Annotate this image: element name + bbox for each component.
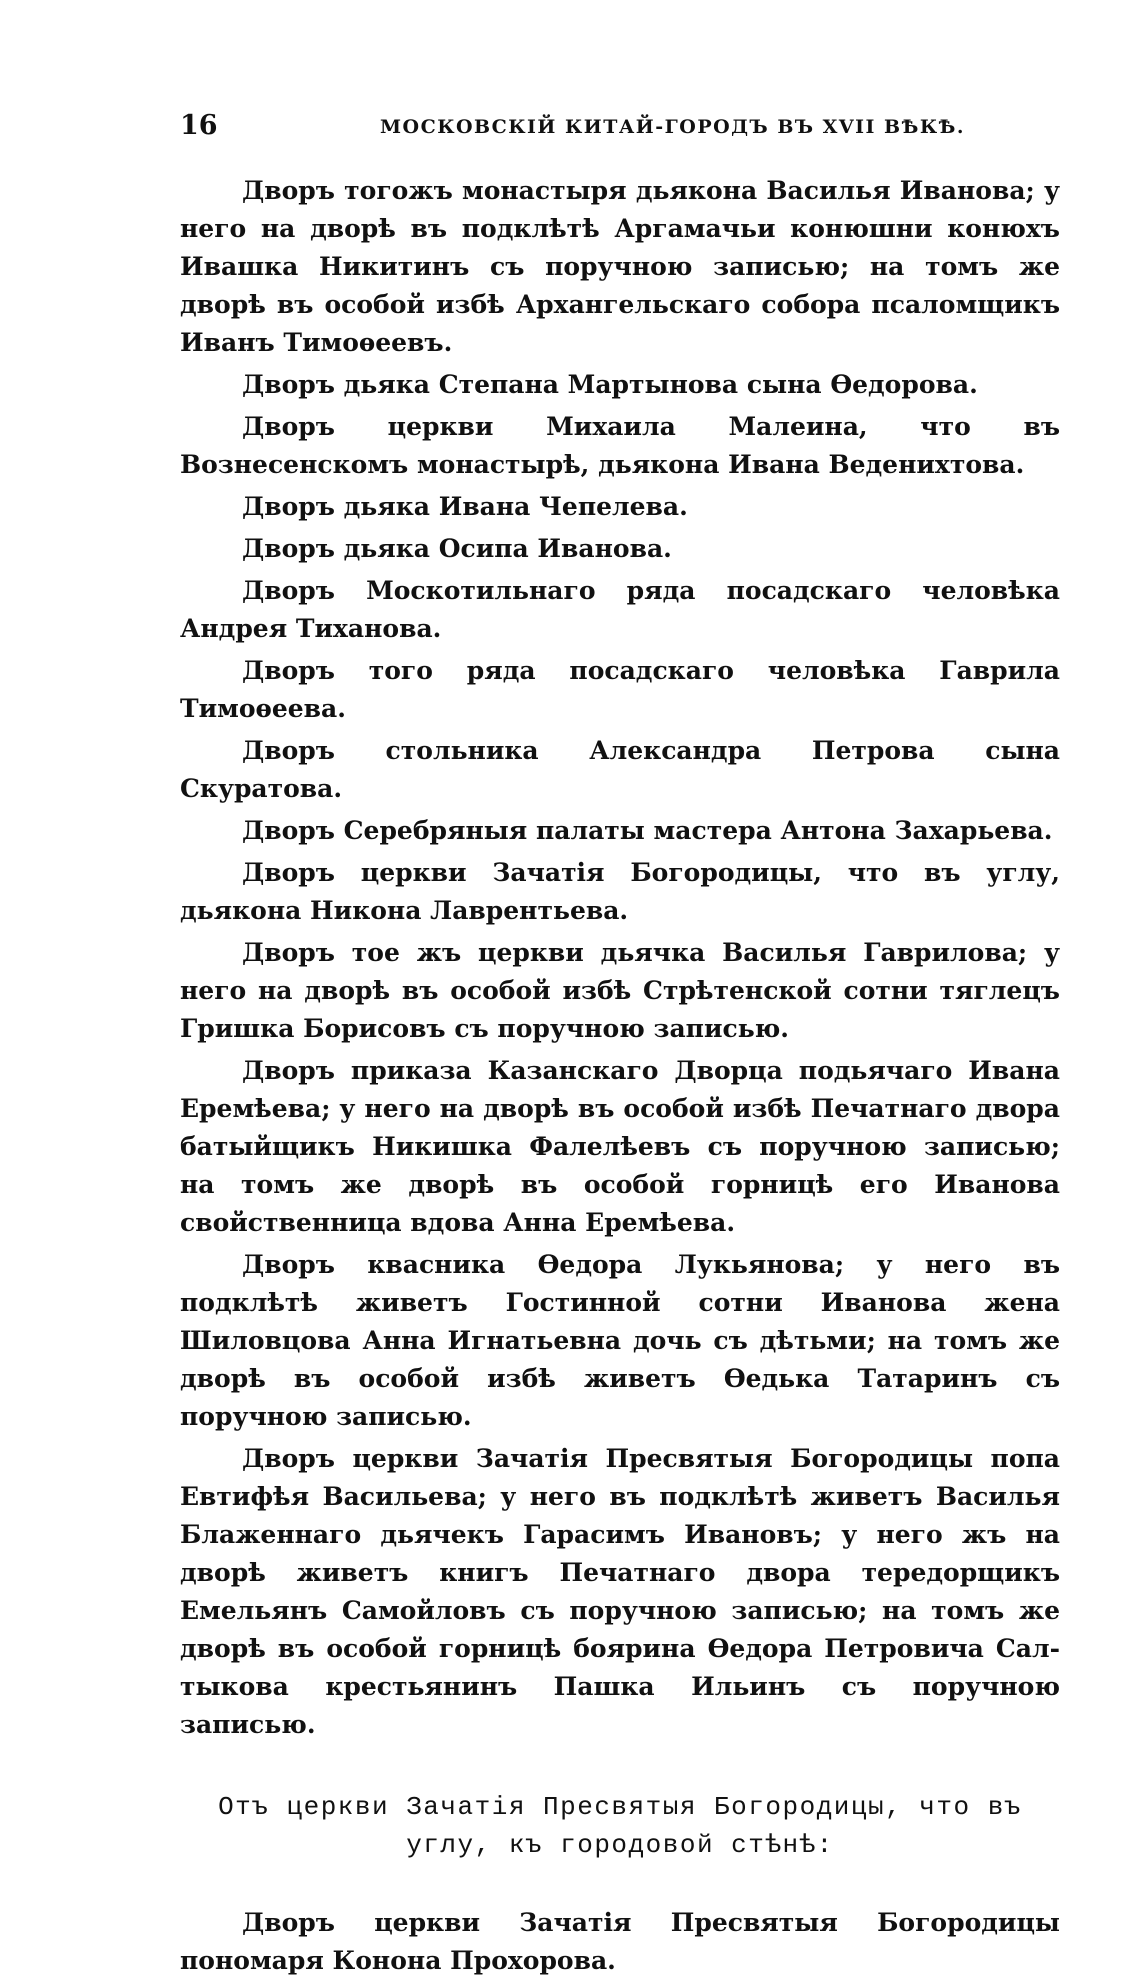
entry: Дворъ церкви Зачатія Пресвятыя Богородицы пономаря Конона Прохорова. — [180, 1908, 1060, 1975]
entry: Дворъ того ряда посадскаго человѣка Гаврила Тимоѳеева. — [180, 656, 1060, 723]
entry: Дворъ церкви Михаила Малеина, что въ Вознесенскомъ монастырѣ, дьякона Ивана Веденихтова. — [180, 412, 1060, 479]
entry: Дворъ дьяка Степана Мартынова сына Ѳедорова. — [242, 370, 978, 399]
running-title: МОСКОВСКІЙ КИТАЙ-ГОРОДЪ ВЪ XVII ВѢКѢ. — [380, 116, 965, 138]
entry: Дворъ тое жъ церкви дьячка Василья Гаврилова; у него на дворѣ въ особой избѣ Стрѣтенской сотни тяглецъ Гришка Борисовъ съ поручною записью. — [180, 938, 1060, 1043]
entry: Дворъ церкви Зачатія Пресвятыя Богородицы попа Евтифѣя Васильева; у него въ подклѣтѣ живетъ Василья Блаженнаго дьячекъ Гарасимъ Ивановъ; у него жъ на дворѣ живетъ книгъ Печатнаго двора тередорщикъ Емельянъ Самойловъ съ поручною записью; на томъ же дворѣ въ особой горницѣ боярина Ѳедора Петровича Салтыкова крестьянинъ Пашка Ильинъ съ поручною записью. — [180, 1444, 1060, 1739]
entry: Дворъ квасника Ѳедора Лукьянова; у него въ подклѣтѣ живетъ Гостинной сотни Иванова жена Шиловцова Анна Игнатьевна дочь съ дѣтьми; на томъ же дворѣ въ особой избѣ живетъ Ѳедька Татаринъ съ поручною записью. — [180, 1250, 1060, 1431]
section-heading: Отъ церкви Зачатія Пресвятыя Богородицы, что въ углу, къ городовой стѣнѣ: — [218, 1792, 1022, 1860]
page — [180, 110, 1060, 1984]
entry: Дворъ церкви Зачатія Богородицы, что въ углу, дьякона Никона Лаврентьева. — [180, 858, 1060, 925]
running-head — [180, 110, 1060, 150]
entry: Дворъ Серебряныя палаты мастера Антона Захарьева. — [242, 816, 1053, 845]
entry: Дворъ приказа Казанскаго Дворца подьячаго Ивана Еремѣева; у него на дворѣ въ особой избѣ Печатнаго двора батыйщикъ Никишка Фалелѣевъ съ поручною записью; на томъ же дворѣ въ особой горницѣ его Иванова свойственница вдова Анна Еремѣева. — [180, 1056, 1060, 1237]
entry: Дворъ тогожъ монастыря дьякона Василья Иванова; у него на дворѣ въ подклѣтѣ Аргамачьи конюшни конюхъ Ивашка Никитинъ съ поручною записью; на томъ же дворѣ въ особой избѣ Архангельскаго собора псаломщикъ Иванъ Тимоѳеевъ. — [180, 176, 1060, 357]
entry: Дворъ дьяка Ивана Чепелева. — [242, 492, 688, 521]
section-body — [180, 1904, 1060, 1980]
page-number: 16 — [180, 110, 218, 141]
entry: Дворъ дьяка Осипа Иванова. — [242, 534, 672, 563]
entry: Дворъ стольника Александра Петрова сына Скуратова. — [180, 736, 1060, 803]
body-text — [180, 172, 1060, 1744]
entry: Дворъ Москотильнаго ряда посадскаго человѣка Андрея Тиханова. — [180, 576, 1060, 643]
